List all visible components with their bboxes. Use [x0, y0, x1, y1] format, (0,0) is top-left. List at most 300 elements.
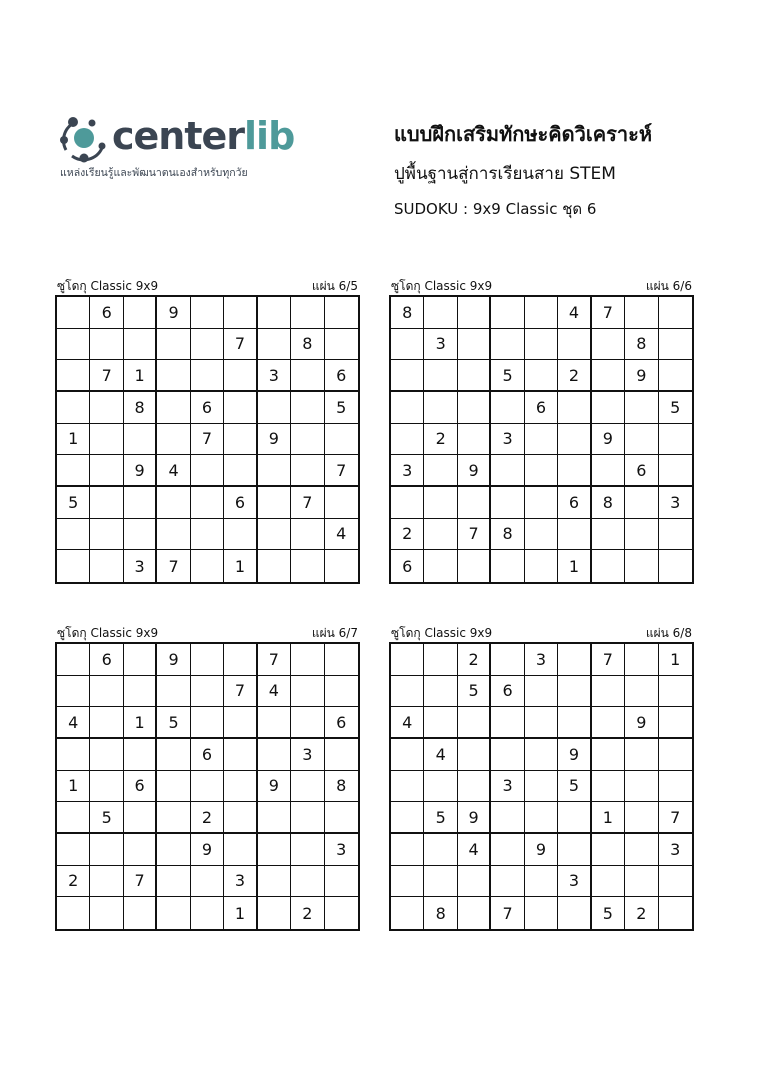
sudoku-cell: [458, 771, 491, 803]
sudoku-cell: [625, 802, 658, 834]
sudoku-cell: [525, 487, 558, 519]
sudoku-cell: [391, 771, 424, 803]
sudoku-cell: [391, 644, 424, 676]
sudoku-cell: 3: [659, 487, 692, 519]
sudoku-cell: [191, 455, 224, 487]
sudoku-cell: 8: [325, 771, 358, 803]
sudoku-cell: [291, 707, 324, 739]
sudoku-cell: [525, 739, 558, 771]
sudoku-cell: [258, 297, 291, 329]
sudoku-cell: [57, 455, 90, 487]
sudoku-cell: 6: [191, 392, 224, 424]
sudoku-cell: [391, 487, 424, 519]
sudoku-cell: 7: [124, 866, 157, 898]
sudoku-cell: 4: [391, 707, 424, 739]
sudoku-cell: 6: [525, 392, 558, 424]
sudoku-cell: 3: [258, 360, 291, 392]
sudoku-cell: 7: [458, 519, 491, 551]
sudoku-cell: [224, 802, 257, 834]
sudoku-cell: [592, 739, 625, 771]
sudoku-cell: [258, 455, 291, 487]
sudoku-cell: [57, 329, 90, 361]
sudoku-cell: [57, 519, 90, 551]
sudoku-cell: [157, 866, 190, 898]
sudoku-cell: [157, 739, 190, 771]
sudoku-cell: [157, 676, 190, 708]
sudoku-cell: [659, 676, 692, 708]
sudoku-cell: [325, 297, 358, 329]
sudoku-cell: [57, 644, 90, 676]
sudoku-cell: 2: [191, 802, 224, 834]
sudoku-cell: [424, 834, 457, 866]
sudoku-grid: [55, 642, 360, 931]
sudoku-cell: 6: [625, 455, 658, 487]
sudoku-cell: [124, 329, 157, 361]
sheet-label: ซูโดกุ Classic 9x9: [57, 279, 159, 293]
sudoku-cell: [625, 550, 658, 582]
sudoku-cell: 3: [325, 834, 358, 866]
sudoku-cell: [224, 644, 257, 676]
sudoku-cell: [391, 329, 424, 361]
sudoku-grid: [55, 295, 360, 584]
sudoku-cell: [191, 329, 224, 361]
document-subtitle: ปูพื้นฐานสู่การเรียนสาย STEM: [394, 164, 616, 184]
sudoku-cell: [458, 739, 491, 771]
sudoku-cell: 1: [57, 771, 90, 803]
sudoku-grid: [389, 642, 694, 931]
sudoku-cell: 9: [525, 834, 558, 866]
sudoku-cell: [491, 487, 524, 519]
sudoku-cell: [90, 897, 123, 929]
sudoku-cell: 1: [57, 424, 90, 456]
sudoku-cell: 9: [458, 455, 491, 487]
sudoku-cell: [291, 424, 324, 456]
sudoku-cell: [291, 455, 324, 487]
sudoku-cell: [258, 329, 291, 361]
sheet-label: ซูโดกุ Classic 9x9: [391, 626, 493, 640]
sudoku-cell: [424, 644, 457, 676]
sudoku-cell: [90, 676, 123, 708]
sudoku-cell: [258, 707, 291, 739]
sudoku-cell: 7: [491, 897, 524, 929]
sudoku-cell: [325, 802, 358, 834]
sudoku-cell: 2: [291, 897, 324, 929]
sudoku-cell: [491, 455, 524, 487]
sudoku-cell: [659, 297, 692, 329]
sudoku-cell: 5: [491, 360, 524, 392]
sudoku-cell: [224, 707, 257, 739]
sudoku-cell: [224, 771, 257, 803]
sudoku-cell: 4: [325, 519, 358, 551]
sudoku-cell: 2: [424, 424, 457, 456]
sudoku-sheet: [55, 624, 360, 931]
sudoku-cell: 4: [57, 707, 90, 739]
sudoku-cell: 3: [491, 771, 524, 803]
sudoku-cell: 1: [224, 550, 257, 582]
sudoku-cell: [592, 455, 625, 487]
sudoku-cell: 5: [90, 802, 123, 834]
sudoku-cell: [424, 866, 457, 898]
sudoku-cell: [291, 297, 324, 329]
sheet-header: [389, 277, 694, 295]
sudoku-cell: 6: [325, 707, 358, 739]
sudoku-cell: [391, 866, 424, 898]
sudoku-cell: [558, 519, 591, 551]
sudoku-cell: 6: [124, 771, 157, 803]
sudoku-cell: [659, 455, 692, 487]
centerlib-logo: [58, 110, 295, 185]
sudoku-cell: [157, 329, 190, 361]
sudoku-cell: [491, 550, 524, 582]
sudoku-cell: [458, 897, 491, 929]
sudoku-cell: [659, 550, 692, 582]
sudoku-cell: [625, 771, 658, 803]
sudoku-cell: [124, 802, 157, 834]
sudoku-cell: 6: [558, 487, 591, 519]
sudoku-cell: 4: [258, 676, 291, 708]
sudoku-cell: [458, 424, 491, 456]
sudoku-cell: [391, 360, 424, 392]
sudoku-cell: [191, 644, 224, 676]
sudoku-cell: [625, 487, 658, 519]
sudoku-cell: 1: [659, 644, 692, 676]
sudoku-cell: [659, 897, 692, 929]
sudoku-cell: [124, 297, 157, 329]
sudoku-cell: [525, 360, 558, 392]
sudoku-cell: 1: [592, 802, 625, 834]
sudoku-cell: [90, 771, 123, 803]
sheet-label: ซูโดกุ Classic 9x9: [57, 626, 159, 640]
sudoku-cell: [191, 519, 224, 551]
sudoku-cell: [57, 897, 90, 929]
sudoku-cell: [90, 550, 123, 582]
sudoku-cell: [325, 897, 358, 929]
sudoku-cell: [90, 424, 123, 456]
logo-tagline: แหล่งเรียนรู้และพัฒนาตนเองสำหรับทุกวัย: [60, 167, 248, 179]
sudoku-cell: 8: [391, 297, 424, 329]
sudoku-cell: [659, 866, 692, 898]
sudoku-cell: [57, 550, 90, 582]
sudoku-cell: [424, 550, 457, 582]
sudoku-cell: [124, 424, 157, 456]
sudoku-cell: 7: [659, 802, 692, 834]
sudoku-cell: [625, 834, 658, 866]
sudoku-cell: [258, 802, 291, 834]
sudoku-cell: [424, 392, 457, 424]
sudoku-cell: 9: [458, 802, 491, 834]
sudoku-cell: 8: [491, 519, 524, 551]
sudoku-cell: [157, 360, 190, 392]
sudoku-cell: [458, 392, 491, 424]
sudoku-cell: [625, 676, 658, 708]
sudoku-cell: [124, 644, 157, 676]
sudoku-cell: 6: [325, 360, 358, 392]
sudoku-cell: 4: [157, 455, 190, 487]
sudoku-cell: [424, 707, 457, 739]
sudoku-cell: 1: [124, 707, 157, 739]
sudoku-cell: [592, 707, 625, 739]
sudoku-cell: [625, 424, 658, 456]
sudoku-cell: 2: [391, 519, 424, 551]
sudoku-cell: [291, 360, 324, 392]
sudoku-cell: 7: [592, 644, 625, 676]
sudoku-cell: [191, 897, 224, 929]
sudoku-cell: 9: [625, 707, 658, 739]
sudoku-cell: 1: [558, 550, 591, 582]
sudoku-cell: [525, 771, 558, 803]
sudoku-cell: [124, 897, 157, 929]
sudoku-cell: 2: [57, 866, 90, 898]
sudoku-cell: [592, 676, 625, 708]
sudoku-cell: [592, 834, 625, 866]
sudoku-cell: [458, 297, 491, 329]
sudoku-cell: 1: [224, 897, 257, 929]
sudoku-cell: [525, 455, 558, 487]
logo-wordmark: [112, 112, 294, 160]
sudoku-cell: [258, 834, 291, 866]
sudoku-cell: [157, 392, 190, 424]
sudoku-grid: [389, 295, 694, 584]
sudoku-cell: 3: [391, 455, 424, 487]
sudoku-cell: 7: [592, 297, 625, 329]
sudoku-cell: 5: [57, 487, 90, 519]
sudoku-cell: [191, 297, 224, 329]
sudoku-cell: [325, 739, 358, 771]
sudoku-cell: [90, 329, 123, 361]
sudoku-cell: [90, 739, 123, 771]
sudoku-cell: [525, 897, 558, 929]
sudoku-cell: [90, 487, 123, 519]
sudoku-cell: [90, 455, 123, 487]
sudoku-cell: 8: [291, 329, 324, 361]
sudoku-cell: 8: [424, 897, 457, 929]
sudoku-cell: 5: [458, 676, 491, 708]
sudoku-cell: [458, 707, 491, 739]
sudoku-cell: [558, 455, 591, 487]
sudoku-cell: [491, 802, 524, 834]
sudoku-cell: [525, 329, 558, 361]
sheet-page-number: แผ่น 6/6: [645, 279, 692, 293]
sheet-page-number: แผ่น 6/7: [311, 626, 358, 640]
sudoku-cell: [525, 866, 558, 898]
sudoku-cell: [258, 866, 291, 898]
sudoku-cell: [325, 676, 358, 708]
sheet-label: ซูโดกุ Classic 9x9: [391, 279, 493, 293]
sudoku-cell: [224, 424, 257, 456]
sudoku-cell: 7: [291, 487, 324, 519]
sudoku-cell: [659, 707, 692, 739]
sudoku-cell: 7: [258, 644, 291, 676]
sudoku-cell: [525, 707, 558, 739]
sudoku-cell: [491, 707, 524, 739]
sudoku-cell: [558, 676, 591, 708]
sudoku-cell: [291, 834, 324, 866]
sudoku-cell: [224, 392, 257, 424]
sudoku-cell: [291, 866, 324, 898]
sudoku-cell: [124, 487, 157, 519]
sudoku-cell: [592, 866, 625, 898]
sudoku-cell: [458, 866, 491, 898]
sudoku-cell: [458, 329, 491, 361]
sudoku-cell: [391, 739, 424, 771]
sudoku-cell: 6: [391, 550, 424, 582]
sudoku-cell: 9: [558, 739, 591, 771]
sudoku-cell: [424, 676, 457, 708]
sudoku-cell: [391, 802, 424, 834]
sudoku-cell: [157, 802, 190, 834]
sudoku-cell: [491, 866, 524, 898]
sudoku-cell: 7: [191, 424, 224, 456]
sudoku-cell: [525, 676, 558, 708]
sudoku-cell: [291, 771, 324, 803]
sudoku-cell: [558, 897, 591, 929]
sudoku-cell: [558, 834, 591, 866]
sudoku-cell: [592, 519, 625, 551]
sudoku-cell: [659, 360, 692, 392]
sudoku-cell: [291, 802, 324, 834]
sudoku-cell: [558, 707, 591, 739]
sudoku-cell: [57, 834, 90, 866]
sudoku-cell: [424, 487, 457, 519]
sudoku-cell: [157, 519, 190, 551]
logo-word-center: center: [112, 114, 245, 158]
sudoku-cell: [592, 550, 625, 582]
sudoku-cell: [491, 392, 524, 424]
sudoku-cell: [659, 424, 692, 456]
sudoku-cell: [57, 392, 90, 424]
sudoku-cell: [525, 519, 558, 551]
sudoku-cell: [325, 329, 358, 361]
sudoku-cell: [258, 487, 291, 519]
sudoku-cell: [424, 455, 457, 487]
sudoku-cell: [325, 866, 358, 898]
sudoku-cell: [325, 424, 358, 456]
sudoku-cell: [124, 676, 157, 708]
sudoku-cell: 8: [592, 487, 625, 519]
sudoku-cell: [224, 834, 257, 866]
sudoku-cell: 7: [90, 360, 123, 392]
sudoku-cell: [558, 424, 591, 456]
sudoku-cell: [157, 424, 190, 456]
sudoku-cell: [625, 644, 658, 676]
sudoku-cell: [625, 297, 658, 329]
sudoku-cell: [558, 392, 591, 424]
sudoku-cell: [90, 392, 123, 424]
sudoku-cell: [325, 550, 358, 582]
sudoku-cell: [391, 392, 424, 424]
sudoku-cell: [157, 834, 190, 866]
sudoku-cell: 9: [625, 360, 658, 392]
sudoku-cell: 4: [424, 739, 457, 771]
sudoku-cell: [291, 519, 324, 551]
sudoku-sheet: [389, 624, 694, 931]
sudoku-cell: [424, 519, 457, 551]
sudoku-cell: [191, 866, 224, 898]
sudoku-cell: [525, 297, 558, 329]
sudoku-cell: 2: [558, 360, 591, 392]
sudoku-cell: 6: [90, 644, 123, 676]
sudoku-cell: [659, 519, 692, 551]
sudoku-cell: [625, 739, 658, 771]
sudoku-cell: [224, 455, 257, 487]
sudoku-cell: 7: [224, 329, 257, 361]
sudoku-cell: [325, 644, 358, 676]
sudoku-cell: 5: [325, 392, 358, 424]
sudoku-cell: 9: [258, 424, 291, 456]
sudoku-cell: [157, 771, 190, 803]
sudoku-cell: [659, 739, 692, 771]
sudoku-cell: 6: [491, 676, 524, 708]
sudoku-cell: [659, 329, 692, 361]
sudoku-cell: [391, 676, 424, 708]
sudoku-cell: 7: [325, 455, 358, 487]
sudoku-cell: [291, 392, 324, 424]
sudoku-cell: [191, 676, 224, 708]
sudoku-cell: [90, 866, 123, 898]
sudoku-cell: 6: [90, 297, 123, 329]
sudoku-cell: 9: [157, 644, 190, 676]
sudoku-cell: [157, 487, 190, 519]
sudoku-cell: 5: [659, 392, 692, 424]
sudoku-cell: [124, 739, 157, 771]
sudoku-cell: 8: [124, 392, 157, 424]
sudoku-cell: [625, 866, 658, 898]
sudoku-cell: [90, 519, 123, 551]
sudoku-cell: [458, 550, 491, 582]
sudoku-cell: 6: [191, 739, 224, 771]
sudoku-cell: 9: [124, 455, 157, 487]
sudoku-cell: [325, 487, 358, 519]
sudoku-cell: [258, 550, 291, 582]
sudoku-cell: [491, 739, 524, 771]
sudoku-cell: [57, 360, 90, 392]
sudoku-cell: [90, 834, 123, 866]
sudoku-cell: [525, 802, 558, 834]
sudoku-cell: 4: [558, 297, 591, 329]
sudoku-cell: [391, 897, 424, 929]
sudoku-cell: [191, 360, 224, 392]
sudoku-cell: 7: [224, 676, 257, 708]
sudoku-cell: [124, 519, 157, 551]
sudoku-cell: 3: [291, 739, 324, 771]
sudoku-cell: [224, 739, 257, 771]
sheet-page-number: แผ่น 6/8: [645, 626, 692, 640]
sudoku-cell: 4: [458, 834, 491, 866]
sudoku-cell: [191, 771, 224, 803]
sudoku-cell: [525, 550, 558, 582]
sudoku-cell: [592, 392, 625, 424]
sudoku-cell: 3: [525, 644, 558, 676]
sudoku-cell: [224, 519, 257, 551]
sudoku-cell: [558, 329, 591, 361]
sudoku-cell: [191, 487, 224, 519]
sudoku-cell: 2: [625, 897, 658, 929]
sudoku-cell: [291, 550, 324, 582]
sudoku-cell: 8: [625, 329, 658, 361]
sudoku-cell: [625, 392, 658, 424]
logo-word-lib: lib: [244, 114, 295, 158]
sheet-header: [55, 277, 360, 295]
sudoku-cell: [558, 644, 591, 676]
sudoku-cell: [258, 897, 291, 929]
network-logo-icon: [58, 112, 110, 164]
sudoku-cell: [424, 360, 457, 392]
sudoku-cell: [424, 771, 457, 803]
sudoku-cell: 3: [659, 834, 692, 866]
sudoku-cell: 3: [491, 424, 524, 456]
sudoku-cell: [458, 360, 491, 392]
sudoku-cell: 9: [592, 424, 625, 456]
